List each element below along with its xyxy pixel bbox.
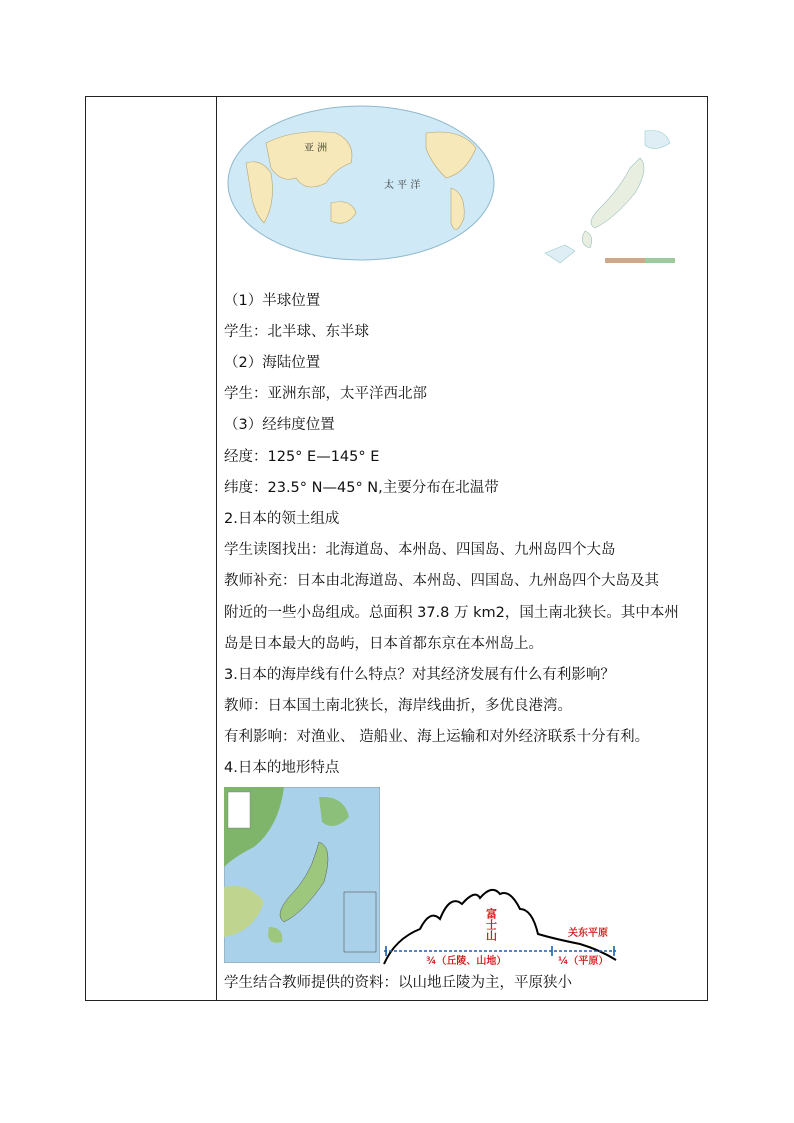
latlon-heading: （3）经纬度位置 bbox=[224, 417, 335, 433]
mountain-ratio-label: ¾（丘陵、山地） bbox=[426, 956, 507, 967]
land-sea-heading: （2）海陆位置 bbox=[224, 355, 321, 371]
hemisphere-answer: 学生：北半球、东半球 bbox=[224, 324, 369, 340]
coast-benefit: 有利影响：对渔业、 造船业、海上运输和对外经济联系十分有利。 bbox=[224, 729, 650, 745]
longitude-text: 经度：125° E—145° E bbox=[224, 449, 380, 465]
terrain-profile-diagram bbox=[380, 884, 628, 968]
territory-teacher-line-2: 附近的一些小岛组成。总面积 37.8 万 km2，国土南北狭长。其中本州 bbox=[224, 605, 679, 621]
coast-heading: 3.日本的海岸线有什么特点？对其经济发展有什么有利影响？ bbox=[224, 667, 615, 683]
table-right-cell bbox=[217, 97, 707, 1000]
asia-label: 亚 洲 bbox=[304, 143, 328, 154]
lesson-table bbox=[85, 96, 708, 1001]
territory-teacher-line-3: 岛是日本最大的岛屿，日本首都东京在本州岛上。 bbox=[224, 636, 543, 652]
territory-heading: 2.日本的领土组成 bbox=[224, 511, 340, 527]
hemisphere-heading: （1）半球位置 bbox=[224, 293, 321, 309]
fuji-label: 富士山 bbox=[484, 908, 498, 941]
territory-teacher-line-1: 教师补充：日本由北海道岛、本州岛、四国岛、九州岛四个大岛及其 bbox=[224, 573, 659, 589]
land-sea-answer: 学生：亚洲东部，太平洋西北部 bbox=[224, 386, 427, 402]
table-left-cell bbox=[86, 97, 217, 1000]
world-map-figure bbox=[226, 103, 496, 263]
japan-location-map bbox=[505, 123, 697, 273]
plain-ratio-label: ¼（平原） bbox=[558, 956, 609, 967]
latitude-text: 纬度：23.5° N—45° N,主要分布在北温带 bbox=[224, 480, 499, 496]
terrain-answer: 学生结合教师提供的资料：以山地丘陵为主，平原狭小 bbox=[224, 975, 572, 991]
japan-relief-map bbox=[224, 787, 380, 963]
terrain-heading: 4.日本的地形特点 bbox=[224, 760, 340, 776]
pacific-label: 太 平 洋 bbox=[384, 180, 421, 191]
territory-student: 学生读图找出：北海道岛、本州岛、四国岛、九州岛四个大岛 bbox=[224, 542, 616, 558]
kanto-plain-label: 关东平原 bbox=[568, 928, 608, 939]
coast-teacher: 教师：日本国土南北狭长，海岸线曲折，多优良港湾。 bbox=[224, 698, 572, 714]
